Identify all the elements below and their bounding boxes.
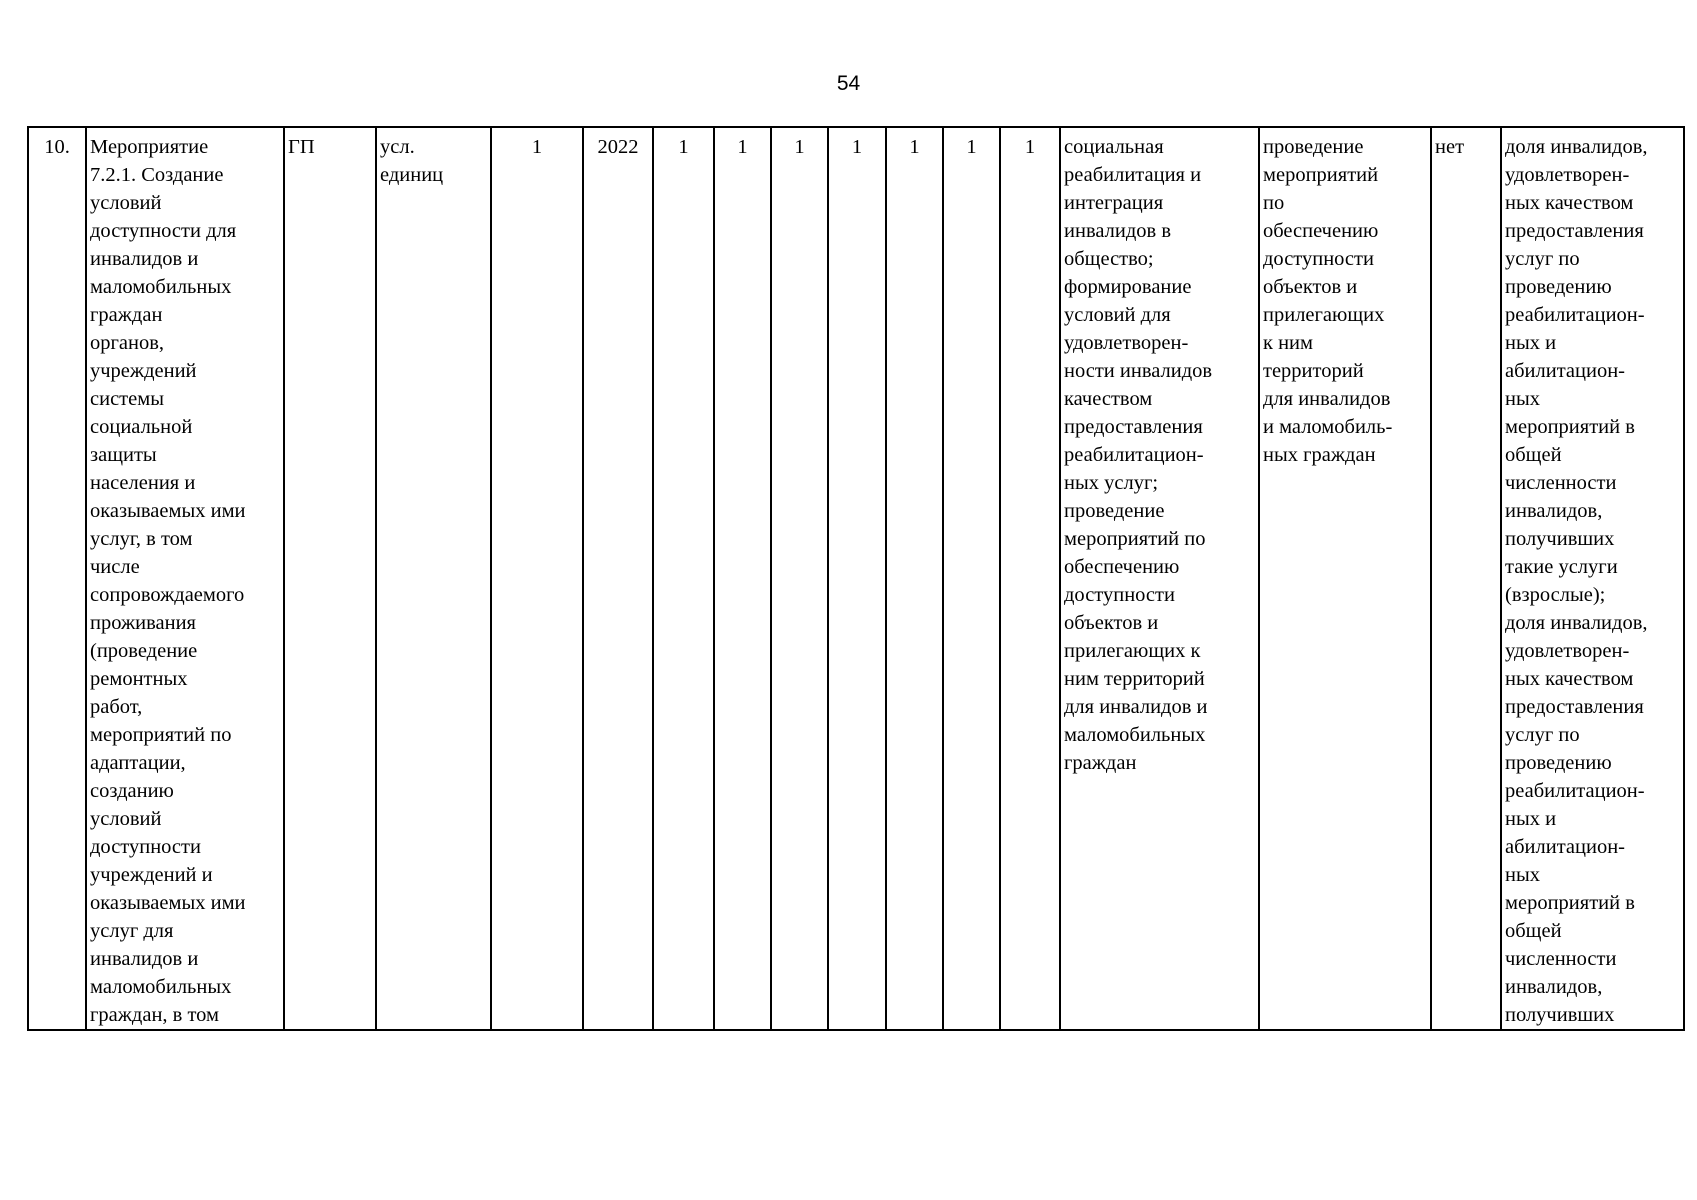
year-cell: 2022 (583, 127, 653, 1030)
base-value-cell: 1 (491, 127, 583, 1030)
yearly-value-cell: 1 (943, 127, 1000, 1030)
program-cell: ГП (284, 127, 376, 1030)
yearly-value-cell: 1 (886, 127, 943, 1030)
yearly-value-cell: 1 (714, 127, 771, 1030)
unit-cell: усл. единиц (376, 127, 491, 1030)
event-name-cell: Мероприятие 7.2.1. Создание условий доступности для инвалидов и маломобильных граждан органов, учреждений системы социальной защиты населения и оказываемых ими услуг, в том числе сопровождаемого проживания (проведение ремонтных работ, мероприятий по адаптации, созданию условий доступности учреждений и оказываемых ими услуг для инвалидов и маломобильных граждан, в том (86, 127, 284, 1030)
program-events-table (27, 126, 1685, 1031)
consequence-cell: проведение мероприятий по обеспечению доступности объектов и прилегающих к ним территорий для инвалидов и маломобиль- ных граждан (1259, 127, 1431, 1030)
result-cell: социальная реабилитация и интеграция инвалидов в общество; формирование условий для удовлетворен- ности инвалидов качеством предоставления реабилитацион- ных услуг; проведение мероприятий по обеспечению доступности объектов и прилегающих к ним территорий для инвалидов и маломобильных граждан (1060, 127, 1259, 1030)
indicator-cell: доля инвалидов, удовлетворен- ных качеством предоставления услуг по проведению реабилитацион- ных и абилитацион- ных мероприятий в общей численности инвалидов, получивших такие услуги (взрослые); доля инвалидов, удовлетворен- ных качеством предоставления услуг по проведению реабилитацион- ных и абилитацион- ных мероприятий в общей численности инвалидов, получивших (1501, 127, 1684, 1030)
row-number-cell: 10. (28, 127, 86, 1030)
table-row (28, 127, 1684, 1030)
risk-cell: нет (1431, 127, 1501, 1030)
yearly-value-cell: 1 (771, 127, 828, 1030)
yearly-value-cell: 1 (828, 127, 886, 1030)
yearly-value-cell: 1 (1000, 127, 1060, 1030)
yearly-value-cell: 1 (653, 127, 714, 1030)
page-number: 54 (836, 72, 861, 95)
